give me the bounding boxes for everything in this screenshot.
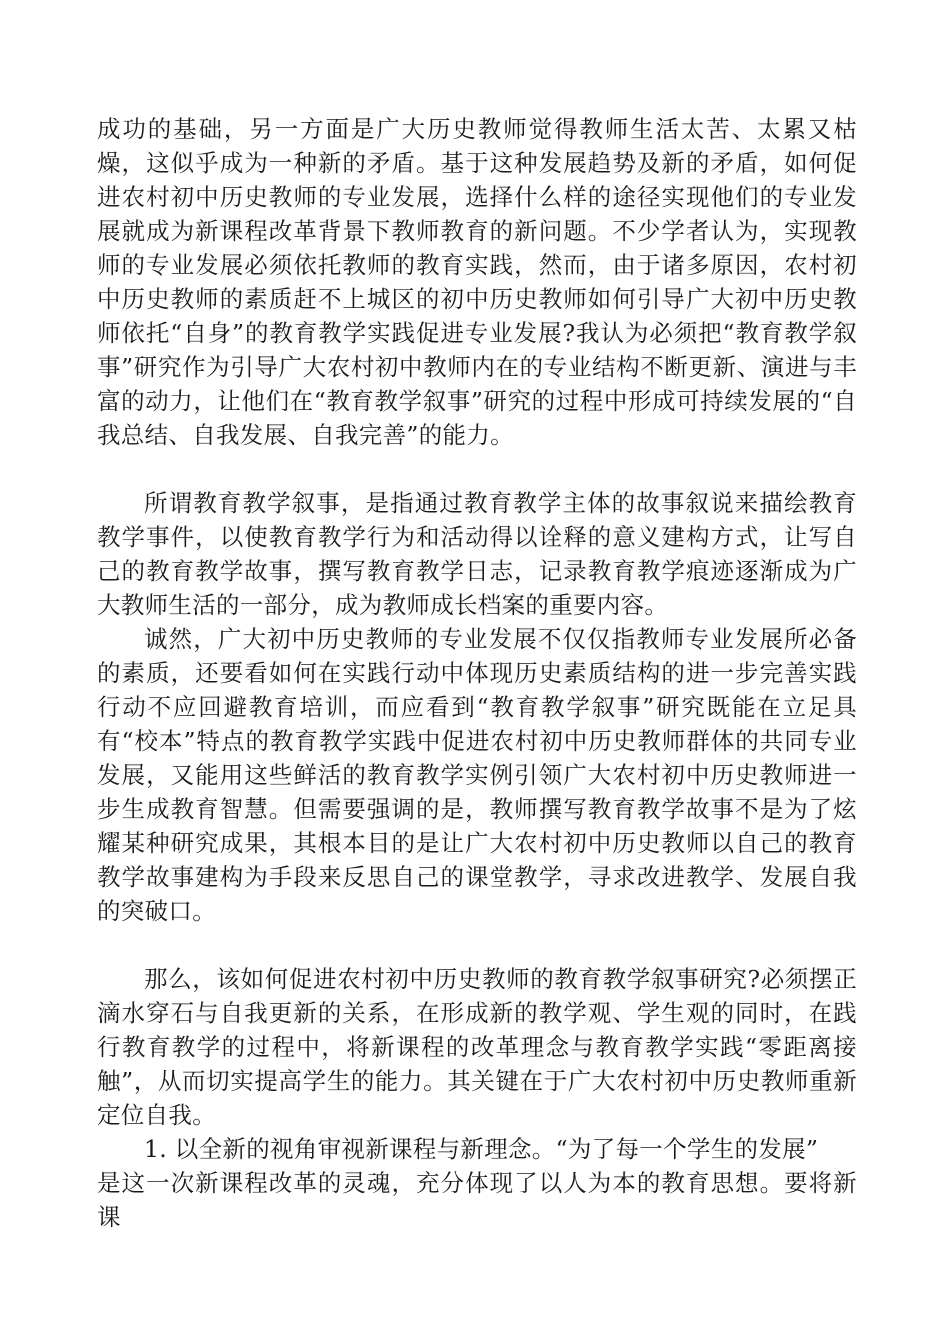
document-body: [97, 112, 857, 1234]
paragraph-4: 那么，该如何促进农村初中历史教师的教育教学叙事研究?必须摆正滴水穿石与自我更新的关系，在形成新的教学观、学生观的同时，在践行教育教学的过程中，将新课程的改革理念与教育教学实践“零距离接触”，从而切实提高学生的能力。其关键在于广大农村初中历史教师重新定位自我。: [97, 965, 857, 1129]
paragraph-5-numbered: 1. 以全新的视角审视新课程与新理念。“为了每一个学生的发展”: [144, 1135, 819, 1163]
paragraph-3: 诚然，广大初中历史教师的专业发展不仅仅指教师专业发展所必备的素质，还要看如何在实践行动中体现历史素质结构的进一步完善实践行动不应回避教育培训，而应看到“教育教学叙事”研究既能在立足具有“校本”特点的教育教学实践中促进农村初中历史教师群体的共同专业发展，又能用这些鲜活的教育教学实例引领广大农村初中历史教师进一步生成教育智慧。但需要强调的是，教师撰写教育教学故事不是为了炫耀某种研究成果，其根本目的是让广大农村初中历史教师以自己的教育教学故事建构为手段来反思自己的课堂教学，寻求改进教学、发展自我的突破口。: [97, 625, 857, 925]
paragraph-spacer: [97, 452, 857, 486]
paragraph-1: 成功的基础，另一方面是广大历史教师觉得教师生活太苦、太累又枯燥，这似乎成为一种新的矛盾。基于这种发展趋势及新的矛盾，如何促进农村初中历史教师的专业发展，选择什么样的途径实现他们的专业发展就成为新课程改革背景下教师教育的新问题。不少学者认为，实现教师的专业发展必须依托教师的教育实践，然而，由于诸多原因，农村初中历史教师的素质赶不上城区的初中历史教师如何引导广大初中历史教师依托“自身”的教育教学实践促进专业发展?我认为必须把“教育教学叙事”研究作为引导广大农村初中教师内在的专业结构不断更新、演进与丰富的动力，让他们在“教育教学叙事”研究的过程中形成可持续发展的“自我总结、自我发展、自我完善”的能力。: [97, 115, 857, 449]
paragraph-5-continuation: 是这一次新课程改革的灵魂，充分体现了以人为本的教育思想。要将新课: [97, 1169, 857, 1231]
paragraph-2: 所谓教育教学叙事，是指通过教育教学主体的故事叙说来描绘教育教学事件，以使教育教学行为和活动得以诠释的意义建构方式，让写自己的教育教学故事，撰写教育教学日志，记录教育教学痕迹逐渐成为广大教师生活的一部分，成为教师成长档案的重要内容。: [97, 489, 857, 619]
paragraph-spacer: [97, 928, 857, 962]
